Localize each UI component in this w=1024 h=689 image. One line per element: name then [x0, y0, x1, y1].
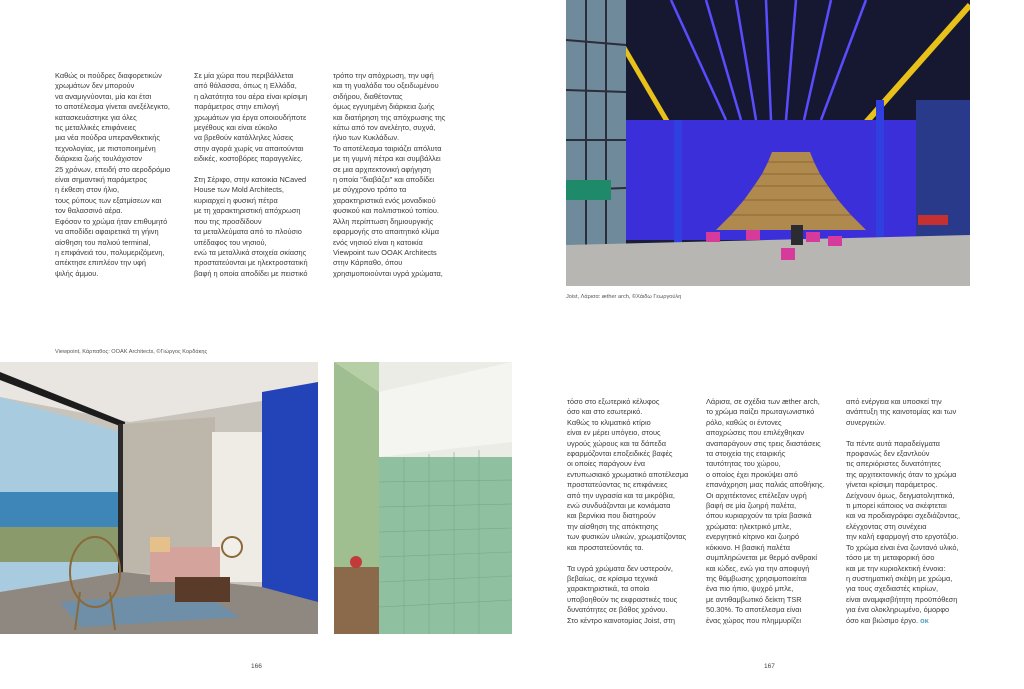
- page-number-right: 167: [764, 663, 775, 670]
- photo-viewpoint-living: [0, 362, 318, 634]
- photo-joist-interior: [566, 0, 970, 286]
- right-col-3: [846, 397, 986, 626]
- left-col-2: Σε μία χώρα που περιβάλλεται από θάλασσα, όπως η Ελλάδα, η αλατότητα του αέρα είναι κρίσιμη παράμετρος στην επιλογή χρωμάτων για έργα οποιουδήποτε μεγέθους και είναι εύκολο να βρεθούν κατάλληλες λύσεις στην αγορά χωρίς να απαιτούνται ειδικές, κοστοβόρες παραγγελίες. Στη Σέριφο, στην κατοικία NCaved House των Mold Architects, κυριαρχεί η φυσική πέτρα με τη χαρακτηριστική απόχρωση που της προσδίδουν τα μεταλλεύματα από το πλούσιο υπέδαφος του νησιού, ενώ τα μεταλλικά στοιχεία σκίασης προστατεύονται με ηλεκτροστατική βαφή η οποία αποδίδει με πειστικό: [194, 71, 308, 278]
- end-mark: οκ: [920, 615, 929, 625]
- right-col-1: τόσο στο εξωτερικό κέλυφος όσο και στο εσωτερικό. Καθώς το κλιματικό κτίριο είναι εν μέρει υπόγειο, στους υγρούς χώρους και τα δάπεδα εφαρμόζονται εποξειδικές βαφές οι οποίες παράγουν ένα εντυπωσιακό χρωματικό αποτέλεσμα προστατεύοντας τις επιφάνειες από την υγρασία και τα μικρόβια, ενώ συνδυάζονται με κονιάματα και βερνίκια που διατηρούν την αίσθηση της απόκτησης των φυσικών υλικών, χρωματίζοντας και προστατεύοντάς τα. Τα υγρά χρώματα δεν υστερούν, βεβαίως, σε κρίσιμα τεχνικά χαρακτηριστικά, τα οποία υποβοηθούν τις εκφραστικές τους δυνατότητες σε βάθος χρόνου. Στο κέντρο καινοτομίας Joist, στη: [567, 397, 689, 625]
- photo-viewpoint-bathroom: [334, 362, 512, 634]
- page-number-left: 166: [251, 663, 262, 670]
- caption-viewpoint: Viewpoint, Κάρπαθος: OOAK Architects, ©Γιώργος Κορδάκης: [55, 349, 208, 355]
- left-col-1: Καθώς οι πούδρες διαφορετικών χρωμάτων δεν μπορούν να αναμιγνύονται, μία και έτσι το αποτέλεσμα γίνεται ανεξέλεγκτο, κατασκευάστηκε για όλες τις μεταλλικές επιφάνειες μια νέα πούδρα υπερανθεκτικής τεχνολογίας, με πιστοποιημένη διάρκεια ζωής τουλάχιστον 25 χρόνων, επειδή στο αεροδρόμιο είναι σημαντική παράμετρος η έκθεση στον ήλιο, τους ρύπους των εξατμίσεων και τον θαλασσινό αέρα. Εφόσον το χρώμα ήταν επιθυμητό να αποδίδει αφαιρετικά τη γήινη αίσθηση του παλιού terminal, η επιφάνειά του, πολυμεριζόμενη, απέκτησε επιπλέον την υφή ψιλής άμμου.: [55, 71, 171, 278]
- right-col-3-text: από ενέργεια και υποσκεί την ανάπτυξη της καινοτομίας και των συνεργειών. Τα πέντε αυτά παραδείγματα προφανώς δεν εξαντλούν τις απεριόριστες δυνατότητες της αρχιτεκτονικής όταν το χρώμα γίνεται κρίσιμη παράμετρος. Δείχνουν όμως, δειγματοληπτικά, τι μπορεί κάποιος να σκέφτεται και να προδιαγράφει σχεδιάζοντας, ελέγχοντας στη συνέχεια την καλή εφαρμογή στο εργοτάξιο. Το χρώμα είναι ένα ζωντανό υλικό, τόσο με τη μεταφορική όσο και με την κυριολεκτική έννοια: η συστηματική σκέψη με χρώμα, για τους σχεδιαστές κτιρίων, είναι αναμφισβήτητη προϋπόθεση για ένα ολοκληρωμένο, όμορφο όσο και βιώσιμο έργο.: [846, 397, 961, 625]
- left-col-3: τρόπο την απόχρωση, την υφή και τη γυαλάδα του οξειδωμένου σιδήρου, διαθέτοντας όμως εγγυημένη διάρκεια ζωής και διατήρηση της απόχρωσης της κάτω από τον ανελέητο, συχνά, ήλιο των Κυκλάδων. Το αποτέλεσμα ταιριάζει απόλυτα με τη γυμνή πέτρα και συμβάλλει σε μια αρχιτεκτονική αφήγηση η οποία "διαβάζει" και αποδίδει με σύγχρονο τρόπο τα χαρακτηριστικά ενός μοναδικού φυσικού και πολιτιστικού τοπίου. Άλλη περίπτωση δημιουργικής εφαρμογής στο απαιτητικό κλίμα ενός νησιού είναι η κατοικία Viewpoint των OOAK Architects στην Κάρπαθο, όπου χρησιμοποιούνται υγρά χρώματα,: [333, 71, 446, 278]
- caption-joist: Joist, Λάρισα: æther arch, ©Χάιδω Γεωργούλη: [566, 294, 682, 300]
- right-col-2: Λάρισα, σε σχέδια των æther arch, το χρώμα παίζει πρωταγωνιστικό ρόλο, καθώς οι έντονες αποχρώσεις που επιλέχθηκαν αναπαράγουν στις τρεις διαστάσεις τα στοιχεία της εταιρικής ταυτότητας του χώρου, ο οποίος έχει προκύψει από επανάχρηση μιας παλιάς αποθήκης. Οι αρχιτέκτονες επέλεξαν υγρή βαφή σε μία ζωηρή παλέτα, όπου κυριαρχούν τα τρία βασικά χρώματα: ηλεκτρικό μπλε, ενεργητικό κίτρινο και ζωηρό κόκκινο. Η βασική παλέτα συμπληρώνεται με θερμό ανθρακί και ιώδες, ενώ για την αποφυγή της θάμβωσης χρησιμοποιείται ένα πιο ήπιο, ψυχρό μπλε, με αντιθαμβωτικό δείκτη TSR 50.30%. Το αποτέλεσμα είναι ένας χώρος που πλημμυρίζει: [706, 397, 825, 625]
